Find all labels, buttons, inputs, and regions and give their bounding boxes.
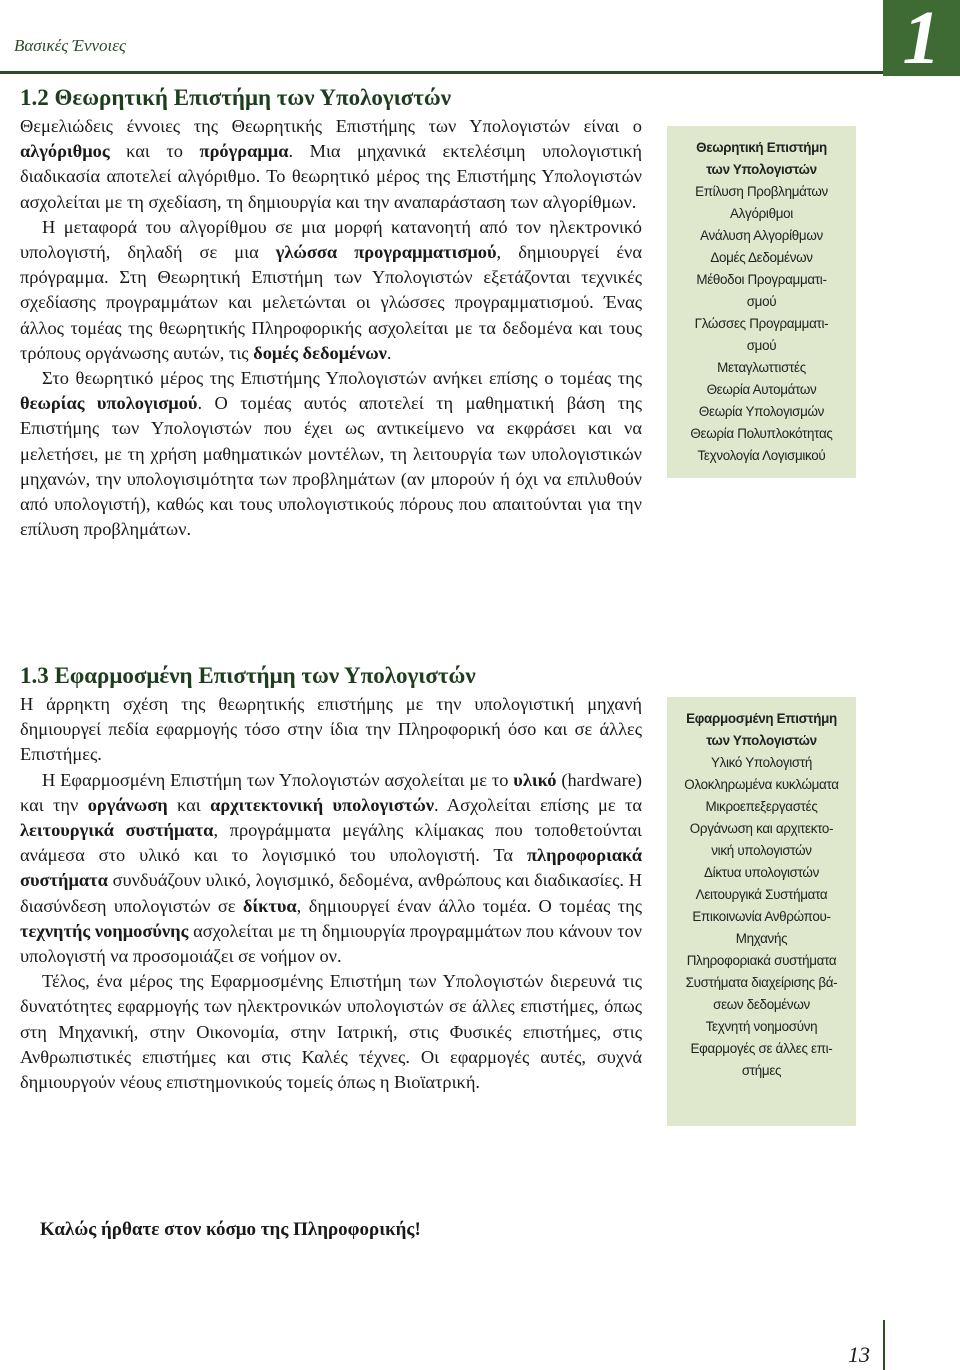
sidebox-item: Θεωρία Πολυπλοκότητας [690, 426, 833, 441]
sidebox-item: Πληροφοριακά συστήματα [686, 953, 837, 968]
bold-term: λειτουργικά συστήματα [20, 820, 214, 841]
text: , δημιουργεί έναν άλλο τομέα. Ο τομέας της [296, 895, 643, 916]
text: συνδυάζουν υλικό, λογισμικό, δεδομένα, ανθρώπους και διαδικασίες. Η διασύνδεση υπολογιστών σε [20, 870, 642, 916]
section-1-2 [20, 85, 642, 542]
bold-term: υλικό [513, 769, 557, 790]
paragraph [20, 768, 642, 970]
text: , δημιουργεί ένα πρόγραμμα. Στη Θεωρητική Επιστήμη των Υπολογιστών εξετάζονται τεχνικές σχεδίασης προγραμμάτων και μελετώνται οι γλώσσες προγραμματισμού. Ένας άλλος τομέας της θεωρητικής Πληροφορικής ασχολείται με τα δεδομένα και τους τρόπους οργάνωσης αυτών, τις [20, 242, 642, 363]
sidebox-item: Γλώσσες Προγραμματι- [694, 316, 829, 331]
paragraph [20, 215, 642, 366]
section-1-3 [20, 663, 642, 1095]
sidebox-applied-cs [667, 697, 856, 1126]
sidebox-item: Επικοινωνία Ανθρώπου- [692, 909, 831, 924]
welcome-message: Καλώς ήρθατε στον κόσμο της Πληροφορικής! [40, 1219, 421, 1240]
bold-term: δίκτυα [242, 895, 297, 916]
sidebox-item: Ανάλυση Αλγορίθμων [700, 228, 823, 243]
sidebox-item: Τεχνητή νοημοσύνη [705, 1019, 818, 1034]
sidebox-item: Μεταγλωττιστές [717, 360, 806, 375]
sidebox-item: στήμες [741, 1063, 782, 1078]
sidebox-item: σμού [746, 338, 777, 353]
sidebox-item: Αλγόριθμοι [730, 206, 793, 221]
sidebox-item: Ολοκληρωμένα κυκλώματα [684, 777, 839, 792]
text: Θεμελιώδεις έννοιες της Θεωρητικής Επιστήμης των Υπολογιστών είναι ο [20, 116, 642, 136]
bold-term: αρχιτεκτονική υπολογιστών [210, 794, 434, 815]
chapter-header-title: Βασικές Έννοιες [14, 36, 126, 55]
sidebox-item: Λειτουργικά Συστήματα [695, 887, 828, 902]
text: ασχολείται με τη δημιουργία προγραμμάτων που κάνουν τον υπολογιστή να προσομοιάζει σε νοήμον ον. [20, 920, 642, 967]
sidebox-item: σεων δεδομένων [713, 997, 810, 1012]
chapter-number-badge: 1 [883, 0, 960, 76]
paragraph: Η άρρηκτη σχέση της θεωρητικής επιστήμης με την υπολογιστική μηχανή δημιουργεί πεδία εφαρμογής τόσο στην ίδια την Πληροφορική όσο και σε άλλες Επιστήμες. [20, 694, 642, 765]
sidebox-item: Μέθοδοι Προγραμματι- [696, 272, 827, 287]
page-number: 13 [848, 1342, 870, 1367]
sidebox-item: Υλικό Υπολογιστή [710, 755, 813, 770]
sidebox-item: Τεχνολογία Λογισμικού [697, 448, 826, 463]
text: , προγράμματα μεγάλης κλίμακας που τοποθετούνται ανάμεσα στο υλικό και το λογισμικό του υπολογιστή. Τα [20, 820, 642, 866]
section-heading: 1.2 Θεωρητική Επιστήμη των Υπολογιστών [20, 85, 451, 110]
sidebox-item: Δομές Δεδομένων [710, 250, 813, 265]
sidebox-item: Επίλυση Προβλημάτων [695, 184, 828, 199]
text: (hardware) και την [20, 769, 642, 815]
paragraph [20, 366, 642, 542]
text: . Ο τομέας αυτός αποτελεί τη μαθηματική βάση της Επιστήμης των Υπολογιστών που έχει ως αντικείμενο να εκφράσει και να μελετήσει, με τη χρήση μαθηματικών μοντέλων, τη λειτουργία των υπολογιστικών μηχανών, την υπολογισιμότητα των προβλημάτων (αν μπορούν ή όχι να επιλυθούν από υπολογιστή), καθώς και τους υπολογιστικούς πόρους που απαιτούνται για την επίλυση προβλημάτων. [20, 393, 642, 540]
bold-term: τεχνητής νοημοσύνης [20, 920, 189, 941]
sidebox-item: σμού [746, 294, 777, 309]
bold-term: γλώσσα προγραμματισμού [275, 242, 497, 263]
text: Η μεταφορά του αλγορίθμου σε μια μορφή κατανοητή από τον ηλεκτρονικό υπολογιστή, δηλαδή σε μια [20, 216, 642, 263]
text: . [386, 342, 392, 363]
section-heading: 1.3 Εφαρμοσμένη Επιστήμη των Υπολογιστών [20, 663, 476, 688]
bold-term: αλγόριθμος [20, 141, 110, 162]
paragraph: Τέλος, ένα μέρος της Εφαρμοσμένης Επιστήμη των Υπολογιστών διερευνά τις δυνατότητες εφαρμογής των ηλεκτρονικών υπολογιστών σε άλλες επιστήμες, όπως στη Μηχανική, στην Οικονομία, στην Ιατρική, στις Φυσικές επιστήμες, στις Ανθρωπιστικές επιστήμες και στις Καλές τέχνες. Οι εφαρμογές αυτές, συχνά δημιουργούν νέους επιστημονικούς τομείς όπως η Βιοϊατρική. [20, 971, 642, 1093]
bold-term: θεωρίας υπολογισμού [20, 393, 198, 414]
bold-term: πληροφοριακά συστήματα [20, 845, 642, 891]
header-rule [0, 71, 883, 74]
sidebox-item: Συστήματα διαχείρισης βά- [685, 975, 838, 990]
sidebox-title: Εφαρμοσμένη Επιστήμη [686, 711, 837, 726]
sidebox-title: Θεωρητική Επιστήμη [696, 140, 827, 155]
sidebox-item: Θεωρία Αυτομάτων [706, 382, 817, 397]
paragraph [20, 114, 642, 215]
sidebox-title: των Υπολογιστών [706, 162, 817, 177]
sidebox-item: Μικροεπεξεργαστές [705, 799, 818, 814]
footer-rule [883, 1320, 885, 1370]
sidebox-theoretical-cs [667, 126, 856, 478]
bold-term: οργάνωση [87, 794, 168, 815]
sidebox-item: Εφαρμογές σε άλλες επι- [690, 1041, 833, 1056]
text: και [167, 794, 211, 815]
text: . Μια μηχανικά εκτελέσιμη υπολογιστική διαδικασία αποτελεί αλγόριθμο. Το θεωρητικό μέρος της Επιστήμης Υπολογιστών ασχολείται με τη σχεδίαση, τη δημιουργία και την αναπαράσταση των αλγορίθμων. [20, 141, 642, 212]
sidebox-item: Δίκτυα υπολογιστών [704, 865, 819, 880]
sidebox-item: Θεωρία Υπολογισμών [698, 404, 825, 419]
bold-term: δομές δεδομένων [253, 342, 387, 363]
text: . Ασχολείται επίσης με τα [433, 794, 642, 815]
sidebox-title: των Υπολογιστών [706, 733, 817, 748]
text: Η Εφαρμοσμένη Επιστήμη των Υπολογιστών ασχολείται με το [42, 769, 514, 790]
bold-term: πρόγραμμα [199, 141, 289, 162]
sidebox-item: Μηχανής [735, 931, 788, 946]
text: Στο θεωρητικό μέρος της Επιστήμης Υπολογιστών ανήκει επίσης ο τομέας της [42, 368, 642, 389]
text: και το [109, 141, 200, 162]
sidebox-item: Οργάνωση και αρχιτεκτο- [689, 821, 834, 836]
sidebox-item: νική υπολογιστών [711, 843, 812, 858]
